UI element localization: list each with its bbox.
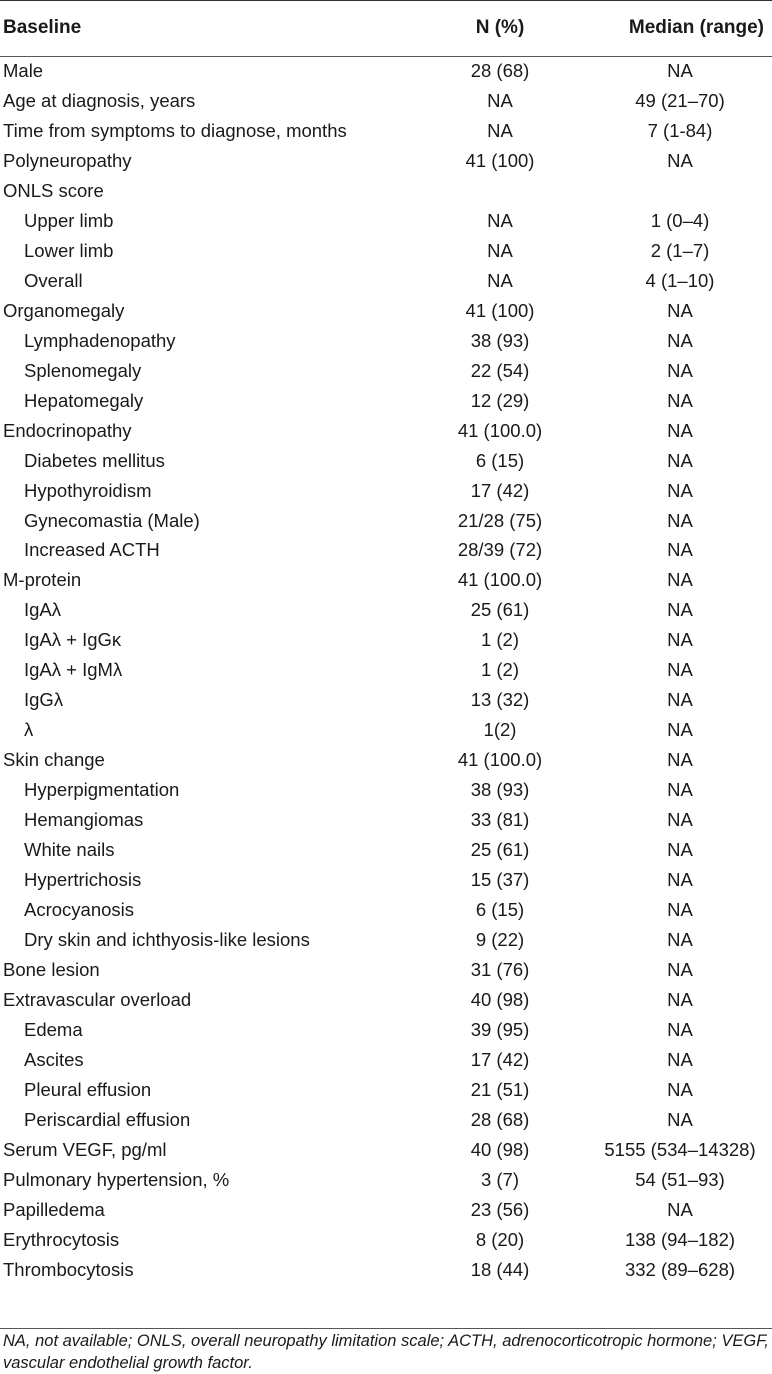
row-median-range: NA [667, 689, 693, 711]
row-label: Periscardial effusion [24, 1108, 191, 1130]
row-median-range: NA [667, 659, 693, 681]
row-n-percent: 31 (76) [470, 959, 530, 981]
row-n-percent: 6 (15) [475, 449, 525, 471]
row-n-percent: 40 (98) [470, 989, 530, 1011]
row-median-range: NA [667, 809, 693, 831]
row-median-range: NA [667, 359, 693, 381]
row-median-range: 332 (89–628) [624, 1258, 736, 1280]
row-label: ONLS score [3, 179, 104, 201]
row-n-percent: 41 (100.0) [457, 569, 543, 591]
row-n-percent: 22 (54) [470, 359, 530, 381]
table-row [0, 176, 772, 206]
row-median-range: NA [667, 1198, 693, 1220]
row-label: Dry skin and ichthyosis-like lesions [24, 929, 310, 951]
row-label: Age at diagnosis, years [3, 89, 196, 111]
row-n-percent: 17 (42) [470, 1048, 530, 1070]
table-row [0, 835, 772, 865]
row-n-percent: NA [487, 239, 513, 261]
row-n-percent: 23 (56) [470, 1198, 530, 1220]
row-label: Overall [24, 269, 83, 291]
row-median-range: NA [667, 599, 693, 621]
header-n-percent: N (%) [475, 17, 525, 38]
row-n-percent: 18 (44) [470, 1258, 530, 1280]
row-label: Diabetes mellitus [24, 449, 165, 471]
row-n-percent: NA [487, 119, 513, 141]
row-n-percent: 38 (93) [470, 779, 530, 801]
row-label: Lower limb [24, 239, 114, 261]
row-label: Hypothyroidism [24, 479, 152, 501]
row-label: Upper limb [24, 209, 114, 231]
row-median-range: NA [667, 719, 693, 741]
row-median-range: NA [667, 929, 693, 951]
row-label: Acrocyanosis [24, 899, 135, 921]
row-n-percent: NA [487, 269, 513, 291]
table-row [0, 805, 772, 835]
row-label: λ [24, 719, 34, 741]
row-n-percent: 40 (98) [470, 1138, 530, 1160]
row-median-range: NA [667, 59, 693, 81]
bottom-rule [0, 1328, 772, 1329]
table-row [0, 655, 772, 685]
row-label: Papilledema [3, 1198, 105, 1220]
table-row [0, 536, 772, 566]
table-row [0, 1045, 772, 1075]
table-row [0, 416, 772, 446]
table-row [0, 236, 772, 266]
row-label: Hemangiomas [24, 809, 144, 831]
row-n-percent: 25 (61) [470, 599, 530, 621]
row-n-percent [412, 176, 588, 206]
row-median-range: NA [667, 569, 693, 591]
row-median-range: 4 (1–10) [645, 269, 715, 291]
row-n-percent: 3 (7) [480, 1168, 520, 1190]
row-median-range: NA [667, 779, 693, 801]
table-row [0, 775, 772, 805]
row-label: Thrombocytosis [3, 1258, 134, 1280]
row-median-range: 1 (0–4) [650, 209, 710, 231]
row-n-percent: 12 (29) [470, 389, 530, 411]
row-n-percent: 41 (100) [465, 149, 535, 171]
row-n-percent: NA [487, 209, 513, 231]
row-median-range: NA [667, 509, 693, 531]
row-label: IgAλ [24, 599, 62, 621]
table-row [0, 206, 772, 236]
row-median-range: NA [667, 149, 693, 171]
row-median-range: 2 (1–7) [650, 239, 710, 261]
row-n-percent: 13 (32) [470, 689, 530, 711]
table-row [0, 985, 772, 1015]
row-label: Edema [24, 1018, 83, 1040]
table-row [0, 955, 772, 985]
row-label: Skin change [3, 749, 105, 771]
table-row [0, 446, 772, 476]
row-median-range [588, 176, 772, 206]
row-median-range: NA [667, 479, 693, 501]
table-row [0, 1225, 772, 1255]
table-row [0, 625, 772, 655]
row-median-range: NA [667, 419, 693, 441]
row-median-range: 49 (21–70) [635, 89, 725, 111]
row-n-percent: NA [487, 89, 513, 111]
table-row [0, 1165, 772, 1195]
row-n-percent: 8 (20) [475, 1228, 525, 1250]
row-median-range: 7 (1-84) [647, 119, 713, 141]
table-row [0, 386, 772, 416]
row-n-percent: 41 (100.0) [457, 419, 543, 441]
row-label: Hypertrichosis [24, 869, 142, 891]
table-row [0, 1105, 772, 1135]
table-row [0, 326, 772, 356]
row-label: Polyneuropathy [3, 149, 132, 171]
row-n-percent: 21/28 (75) [457, 509, 543, 531]
row-label: Increased ACTH [24, 539, 160, 561]
row-median-range: NA [667, 389, 693, 411]
table-row [0, 356, 772, 386]
row-label: Splenomegaly [24, 359, 142, 381]
row-median-range: NA [667, 869, 693, 891]
row-median-range: NA [667, 1078, 693, 1100]
row-n-percent: 1 (2) [480, 659, 520, 681]
table-row [0, 146, 772, 176]
row-median-range: NA [667, 1108, 693, 1130]
row-label: IgAλ + IgMλ [24, 659, 123, 681]
row-label: Erythrocytosis [3, 1228, 120, 1250]
table-row [0, 506, 772, 536]
table-body [0, 56, 772, 1285]
row-median-range: NA [667, 539, 693, 561]
row-n-percent: 33 (81) [470, 809, 530, 831]
row-median-range: 54 (51–93) [635, 1168, 725, 1190]
row-label: Lymphadenopathy [24, 329, 176, 351]
row-label: Pulmonary hypertension, % [3, 1168, 230, 1190]
row-n-percent: 9 (22) [475, 929, 525, 951]
row-n-percent: 21 (51) [470, 1078, 530, 1100]
table-row [0, 865, 772, 895]
row-label: White nails [24, 839, 115, 861]
row-label: Gynecomastia (Male) [24, 509, 200, 531]
row-label: Hyperpigmentation [24, 779, 180, 801]
row-label: Male [3, 59, 44, 81]
row-median-range: NA [667, 299, 693, 321]
row-median-range: NA [667, 839, 693, 861]
table-row [0, 476, 772, 506]
row-label: Endocrinopathy [3, 419, 132, 441]
row-label: IgAλ + IgGκ [24, 629, 122, 651]
row-n-percent: 28/39 (72) [457, 539, 543, 561]
table-row [0, 565, 772, 595]
row-median-range: NA [667, 959, 693, 981]
row-label: Time from symptoms to diagnose, months [3, 119, 347, 141]
row-n-percent: 15 (37) [470, 869, 530, 891]
row-label: Extravascular overload [3, 989, 192, 1011]
row-n-percent: 41 (100.0) [457, 749, 543, 771]
row-label: Serum VEGF, pg/ml [3, 1138, 167, 1160]
row-median-range: NA [667, 749, 693, 771]
row-n-percent: 41 (100) [465, 299, 535, 321]
table-row [0, 56, 772, 86]
row-n-percent: 1(2) [483, 719, 517, 741]
row-n-percent: 28 (68) [470, 59, 530, 81]
row-label: Bone lesion [3, 959, 100, 981]
table-row [0, 1135, 772, 1165]
row-label: Organomegaly [3, 299, 125, 321]
table-row [0, 1075, 772, 1105]
row-median-range: NA [667, 899, 693, 921]
row-n-percent: 1 (2) [480, 629, 520, 651]
row-n-percent: 28 (68) [470, 1108, 530, 1130]
row-median-range: NA [667, 629, 693, 651]
table-row [0, 116, 772, 146]
table-row [0, 895, 772, 925]
table-row [0, 595, 772, 625]
row-median-range: NA [667, 1018, 693, 1040]
row-n-percent: 39 (95) [470, 1018, 530, 1040]
header-row [0, 0, 772, 56]
table-row [0, 266, 772, 296]
table-footnote: NA, not available; ONLS, overall neuropathy limitation scale; ACTH, adrenocorticotropic hormone; VEGF, vascular endothelial growth factor. [3, 1332, 769, 1372]
table-row [0, 925, 772, 955]
row-n-percent: 6 (15) [475, 899, 525, 921]
table-row [0, 1015, 772, 1045]
row-n-percent: 25 (61) [470, 839, 530, 861]
table-row [0, 745, 772, 775]
row-median-range: NA [667, 329, 693, 351]
row-median-range: NA [667, 449, 693, 471]
row-median-range: NA [667, 989, 693, 1011]
row-n-percent: 17 (42) [470, 479, 530, 501]
row-label: M-protein [3, 569, 82, 591]
table-row [0, 1195, 772, 1225]
table-row [0, 296, 772, 326]
row-n-percent: 38 (93) [470, 329, 530, 351]
table-row [0, 86, 772, 116]
table-row [0, 1255, 772, 1285]
header-baseline: Baseline [3, 17, 82, 38]
row-label: Pleural effusion [24, 1078, 152, 1100]
row-label: Hepatomegaly [24, 389, 144, 411]
header-median-range: Median (range) [628, 17, 764, 38]
table-row [0, 715, 772, 745]
row-median-range: 138 (94–182) [624, 1228, 736, 1250]
row-label: Ascites [24, 1048, 84, 1070]
table-row [0, 685, 772, 715]
row-median-range: NA [667, 1048, 693, 1070]
row-label: IgGλ [24, 689, 64, 711]
row-median-range: 5155 (534–14328) [604, 1138, 756, 1160]
